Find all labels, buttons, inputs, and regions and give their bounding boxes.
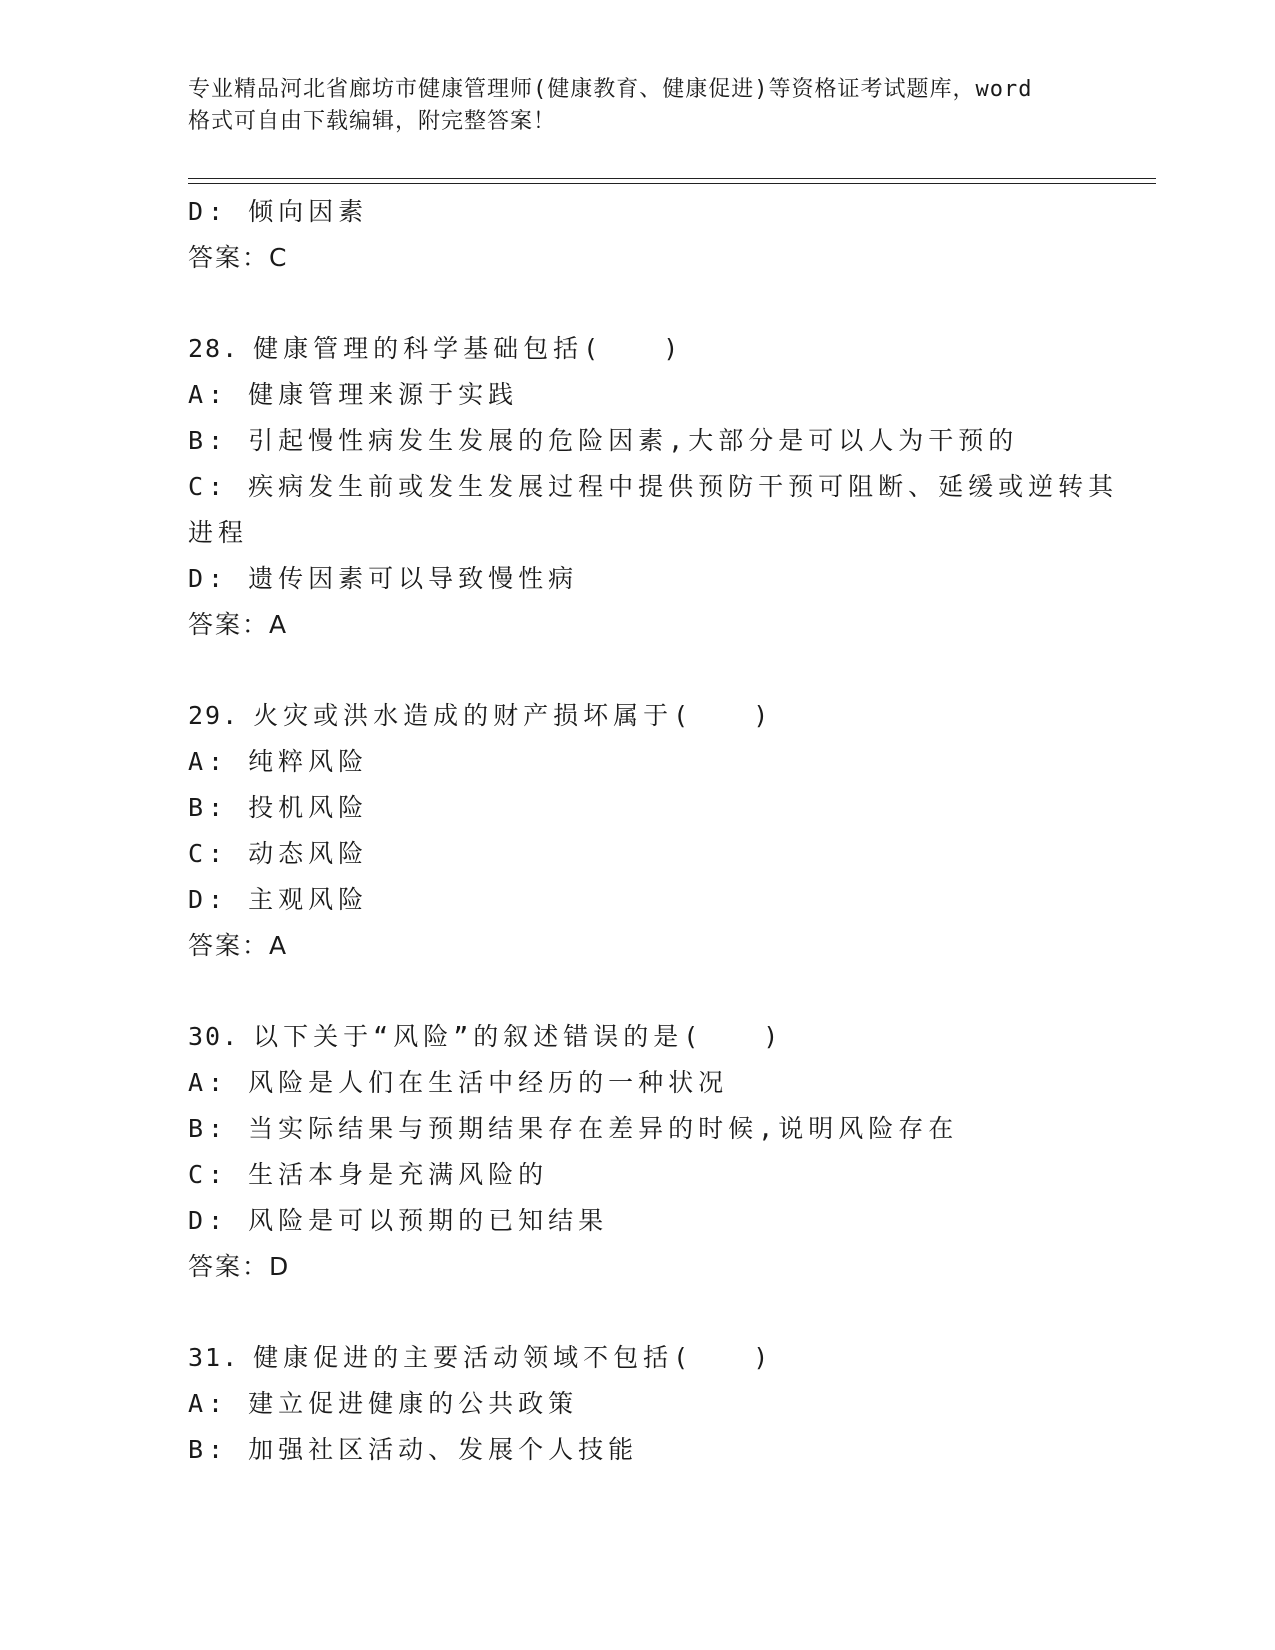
- option-d: D: 主观风险: [188, 885, 369, 914]
- spacer: [188, 969, 1088, 1014]
- option-c-continued: 进程: [188, 518, 249, 547]
- spacer: [188, 1290, 1088, 1335]
- header-line-2: 格式可自由下载编辑，附完整答案！: [188, 109, 557, 134]
- question-number: 28.: [188, 334, 240, 363]
- option-d: D: 倾向因素: [188, 197, 369, 226]
- option-c: C: 疾病发生前或发生发展过程中提供预防干预可阻断、延缓或逆转其: [188, 472, 1119, 501]
- answer-line: 答案：A: [188, 610, 289, 639]
- option-b: B: 投机风险: [188, 793, 369, 822]
- question-stem-30: [188, 1014, 1088, 1060]
- question-stem-29: [188, 693, 1088, 739]
- question-text: 健康促进的主要活动领域不包括( ): [253, 1343, 774, 1372]
- question-number: 30.: [188, 1022, 240, 1051]
- answer-line: 答案：D: [188, 1252, 291, 1281]
- option-d: D: 遗传因素可以导致慢性病: [188, 564, 579, 593]
- option-c: C: 生活本身是充满风险的: [188, 1160, 549, 1189]
- option-a: A: 纯粹风险: [188, 747, 369, 776]
- answer-line: 答案：C: [188, 243, 289, 272]
- page-header: [188, 74, 1088, 138]
- option-b: B: 引起慢性病发生发展的危险因素,大部分是可以人为干预的: [188, 426, 1019, 455]
- question-stem-31: [188, 1335, 1088, 1381]
- question-text: 火灾或洪水造成的财产损坏属于( ): [253, 701, 774, 730]
- header-divider-top: [188, 178, 1156, 179]
- question-text: 健康管理的科学基础包括( ): [253, 334, 684, 363]
- option-a: A: 建立促进健康的公共政策: [188, 1389, 579, 1418]
- question-text: 以下关于“风险”的叙述错误的是( ): [253, 1022, 784, 1051]
- header-divider-bottom: [188, 183, 1156, 184]
- header-line-1: 专业精品河北省廊坊市健康管理师(健康教育、健康促进)等资格证考试题库，word: [188, 77, 1033, 102]
- question-stem-28: [188, 326, 1088, 372]
- spacer: [188, 648, 1088, 693]
- spacer: [188, 281, 1088, 326]
- option-b: B: 当实际结果与预期结果存在差异的时候,说明风险存在: [188, 1114, 959, 1143]
- question-list: [188, 189, 1119, 1473]
- question-number: 31.: [188, 1343, 240, 1372]
- option-a: A: 健康管理来源于实践: [188, 380, 519, 409]
- question-number: 29.: [188, 701, 240, 730]
- option-d: D: 风险是可以预期的已知结果: [188, 1206, 609, 1235]
- option-a: A: 风险是人们在生活中经历的一种状况: [188, 1068, 729, 1097]
- answer-line: 答案：A: [188, 931, 289, 960]
- option-b: B: 加强社区活动、发展个人技能: [188, 1435, 639, 1464]
- option-c: C: 动态风险: [188, 839, 369, 868]
